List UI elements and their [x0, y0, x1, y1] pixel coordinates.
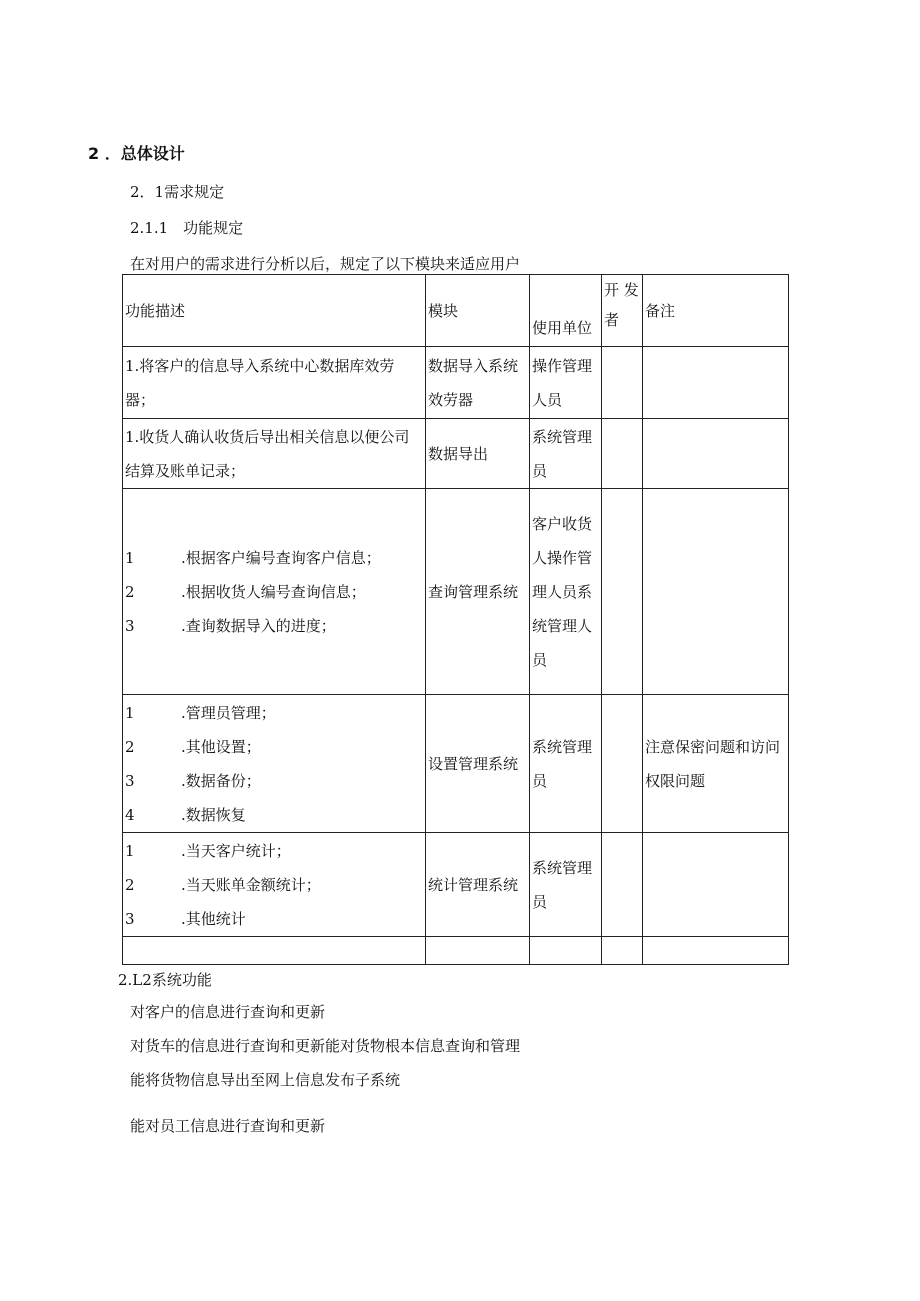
row3-module: 查询管理系统: [426, 489, 530, 695]
row1-desc: 1.将客户的信息导入系统中心数据库效劳器；: [123, 347, 426, 419]
section-heading: 2 ．总体设计: [88, 144, 185, 163]
row1-note: [643, 347, 789, 419]
row4-module: 设置管理系统: [426, 695, 530, 833]
header-dev-top: 开 发: [604, 281, 639, 299]
row5-unit: 系统管理员: [530, 833, 602, 937]
row3-note: [643, 489, 789, 695]
row4-unit: 系统管理员: [530, 695, 602, 833]
list-item: 2 .其他设置；: [125, 737, 261, 756]
row1-unit: 操作管理人员: [530, 347, 602, 419]
list-item: 1 .管理员管理；: [125, 703, 276, 722]
table-row: [123, 695, 789, 833]
row4-note: 注意保密问题和访问权限问题: [643, 695, 789, 833]
table-header-row: [123, 275, 789, 347]
empty-cell: [530, 937, 602, 965]
header-unit: 使用单位: [530, 275, 602, 347]
table-row: [123, 419, 789, 489]
empty-cell: [643, 937, 789, 965]
row1-module: 数据导入系统效劳器: [426, 347, 530, 419]
header-dev: [602, 275, 643, 347]
function-table: [122, 274, 789, 965]
subsubsection-title: 2.1.1 功能规定: [130, 219, 244, 237]
table-row: [123, 489, 789, 695]
row3-unit: 客户收货人操作管理人员系统管理人员: [530, 489, 602, 695]
list-item: 2 .当天账单金额统计；: [125, 875, 321, 894]
header-desc: 功能描述: [123, 275, 426, 347]
function-item: 对客户的信息进行查询和更新: [130, 1003, 326, 1021]
row5-note: [643, 833, 789, 937]
row1-dev: [602, 347, 643, 419]
row4-dev: [602, 695, 643, 833]
header-note: 备注: [643, 275, 789, 347]
header-dev-bottom: 者: [604, 311, 620, 329]
empty-cell: [123, 937, 426, 965]
row2-unit: 系统管理员: [530, 419, 602, 489]
table-row-empty: [123, 937, 789, 965]
row2-dev: [602, 419, 643, 489]
subsection-title: 2．1需求规定: [130, 183, 225, 201]
function-item: 能对员工信息进行查询和更新: [130, 1117, 326, 1135]
system-functions-title: 2.L2系统功能: [118, 971, 212, 989]
table-row: [123, 347, 789, 419]
function-item: 对货车的信息进行查询和更新能对货物根本信息查询和管理: [130, 1037, 521, 1055]
list-item: 3 .其他统计: [125, 909, 246, 928]
row5-dev: [602, 833, 643, 937]
list-item: 1 .当天客户统计；: [125, 841, 291, 860]
row2-note: [643, 419, 789, 489]
row5-module: 统计管理系统: [426, 833, 530, 937]
list-item: 3 .查询数据导入的进度；: [125, 616, 336, 635]
list-item: 3 .数据备份；: [125, 771, 261, 790]
table-row: [123, 833, 789, 937]
row2-module: 数据导出: [426, 419, 530, 489]
row2-desc: 1.收货人确认收货后导出相关信息以便公司结算及账单记录；: [123, 419, 426, 489]
row4-desc: [123, 695, 426, 833]
list-item: 1 .根据客户编号查询客户信息；: [125, 548, 381, 567]
row3-desc: [123, 489, 426, 695]
intro-text: 在对用户的需求进行分析以后，规定了以下模块来适应用户: [130, 255, 521, 273]
header-module: 模块: [426, 275, 530, 347]
list-item: 2 .根据收货人编号查询信息；: [125, 582, 366, 601]
row3-dev: [602, 489, 643, 695]
list-item: 4 .数据恢复: [125, 805, 246, 824]
empty-cell: [602, 937, 643, 965]
row5-desc: [123, 833, 426, 937]
function-item: 能将货物信息导出至网上信息发布子系统: [130, 1071, 401, 1089]
empty-cell: [426, 937, 530, 965]
